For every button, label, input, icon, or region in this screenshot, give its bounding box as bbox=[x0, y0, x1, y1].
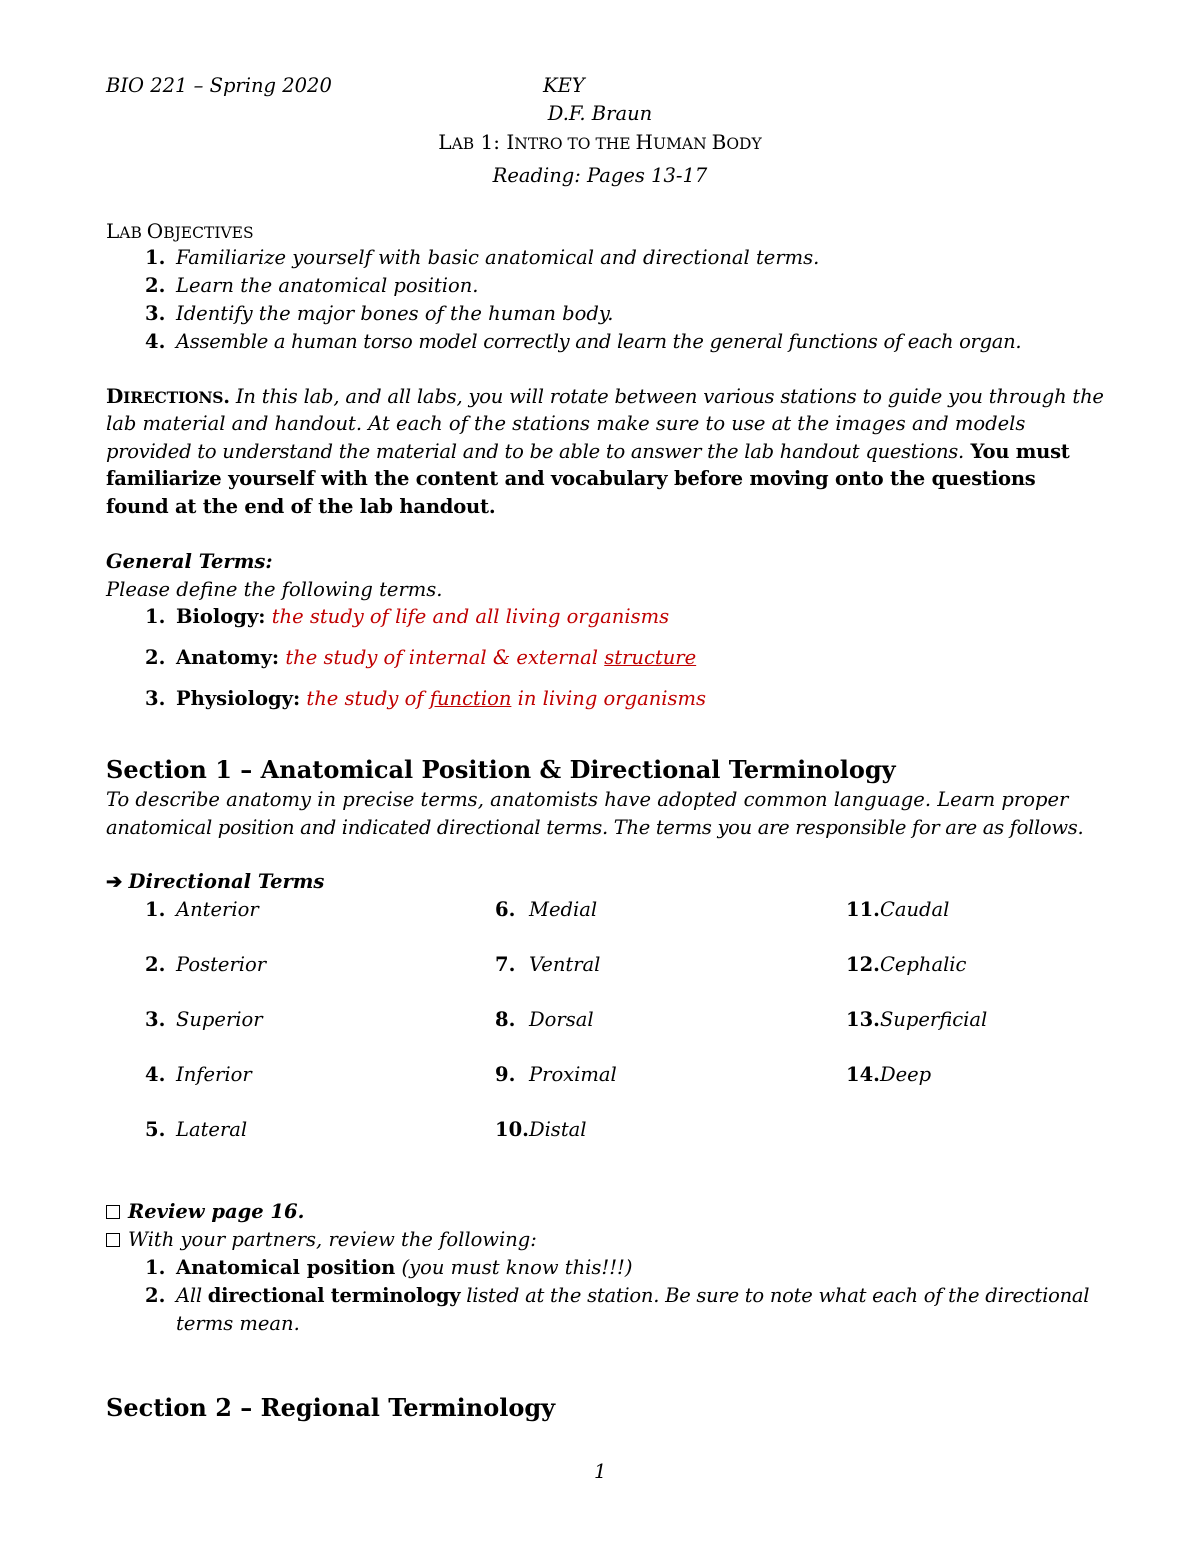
review-directional-terminology-cont: terms mean. bbox=[176, 1312, 300, 1335]
list-item: Lateral bbox=[176, 1118, 248, 1141]
list-number: 1. bbox=[145, 605, 166, 628]
list-item: Familiarize yourself with basic anatomical and directional terms. bbox=[176, 246, 820, 269]
term-definition-biology: Biology: the study of life and all living organisms bbox=[176, 605, 670, 628]
list-number: 3. bbox=[145, 687, 166, 710]
list-number: 2. bbox=[145, 646, 166, 669]
course-label: BIO 221 – Spring 2020 bbox=[106, 74, 332, 97]
list-number: 9. bbox=[495, 1063, 516, 1086]
list-item: Superior bbox=[176, 1008, 263, 1031]
list-number: 1. bbox=[145, 898, 166, 921]
list-item: Dorsal bbox=[529, 1008, 594, 1031]
list-number: 5. bbox=[145, 1118, 166, 1141]
list-item: 13.Superficial bbox=[846, 1008, 988, 1031]
section-2-title: Section 2 – Regional Terminology bbox=[106, 1393, 556, 1422]
list-number: 1. bbox=[145, 1256, 166, 1279]
section-1-intro-line-2: anatomical position and indicated directional terms. The terms you are responsible for are as follows. bbox=[106, 816, 1084, 839]
list-number: 4. bbox=[145, 330, 166, 353]
list-item: Ventral bbox=[529, 953, 601, 976]
page-number: 1 bbox=[594, 1460, 607, 1483]
directions-line-5: found at the end of the lab handout. bbox=[106, 495, 496, 518]
list-number: 2. bbox=[145, 274, 166, 297]
review-directional-terminology: All directional terminology listed at the station. Be sure to note what each of the directional bbox=[176, 1284, 1090, 1307]
term-definition-physiology: Physiology: the study of function in living organisms bbox=[176, 687, 707, 710]
reading-assignment: Reading: Pages 13-17 bbox=[492, 164, 708, 187]
list-number: 3. bbox=[145, 302, 166, 325]
directions-line-3: provided to understand the material and to be able to answer the lab handout questions. You must bbox=[106, 440, 1070, 463]
list-item: Proximal bbox=[529, 1063, 617, 1086]
term-definition-anatomy: Anatomy: the study of internal & external structure bbox=[176, 646, 697, 669]
checkbox-icon[interactable] bbox=[106, 1205, 120, 1219]
directional-terms-heading: ➔ Directional Terms bbox=[106, 870, 325, 893]
section-1-title: Section 1 – Anatomical Position & Directional Terminology bbox=[106, 755, 896, 784]
author: D.F. Braun bbox=[547, 102, 653, 125]
partners-item: With your partners, review the following: bbox=[106, 1228, 537, 1251]
list-item: Posterior bbox=[176, 953, 267, 976]
directions-line-2: lab material and handout. At each of the stations make sure to use at the images and models bbox=[106, 412, 1026, 435]
list-item: 12.Cephalic bbox=[846, 953, 967, 976]
directions-line-1: DIRECTIONS. In this lab, and all labs, you will rotate between various stations to guide you through the bbox=[106, 384, 1104, 408]
general-terms-heading: General Terms: bbox=[106, 550, 273, 573]
arrow-icon: ➔ bbox=[106, 870, 123, 893]
list-item: 14.Deep bbox=[846, 1063, 932, 1086]
list-item: Anterior bbox=[176, 898, 259, 921]
list-number: 1. bbox=[145, 246, 166, 269]
review-anatomical-position: Anatomical position (you must know this!!!) bbox=[176, 1256, 633, 1279]
list-item: Identify the major bones of the human body. bbox=[176, 302, 614, 325]
list-number: 7. bbox=[495, 953, 516, 976]
list-item: 11.Caudal bbox=[846, 898, 950, 921]
list-item: Learn the anatomical position. bbox=[176, 274, 479, 297]
checkbox-icon[interactable] bbox=[106, 1233, 120, 1247]
review-item: Review page 16. bbox=[106, 1200, 304, 1223]
general-terms-instruction: Please define the following terms. bbox=[106, 578, 443, 601]
list-number: 2. bbox=[145, 1284, 166, 1307]
list-number: 8. bbox=[495, 1008, 516, 1031]
list-number: 4. bbox=[145, 1063, 166, 1086]
list-number: 6. bbox=[495, 898, 516, 921]
list-item: 10.Distal bbox=[495, 1118, 587, 1141]
section-1-intro-line-1: To describe anatomy in precise terms, anatomists have adopted common language. Learn proper bbox=[106, 788, 1069, 811]
list-number: 2. bbox=[145, 953, 166, 976]
list-item: Medial bbox=[529, 898, 598, 921]
list-item: Assemble a human torso model correctly and learn the general functions of each organ. bbox=[176, 330, 1022, 353]
directions-line-4: familiarize yourself with the content and vocabulary before moving onto the questions bbox=[106, 467, 1036, 490]
key-label: KEY bbox=[543, 74, 585, 97]
objectives-heading: LAB OBJECTIVES bbox=[106, 219, 254, 243]
list-number: 3. bbox=[145, 1008, 166, 1031]
list-item: Inferior bbox=[176, 1063, 252, 1086]
lab-title: LAB 1: INTRO TO THE HUMAN BODY bbox=[438, 130, 762, 154]
